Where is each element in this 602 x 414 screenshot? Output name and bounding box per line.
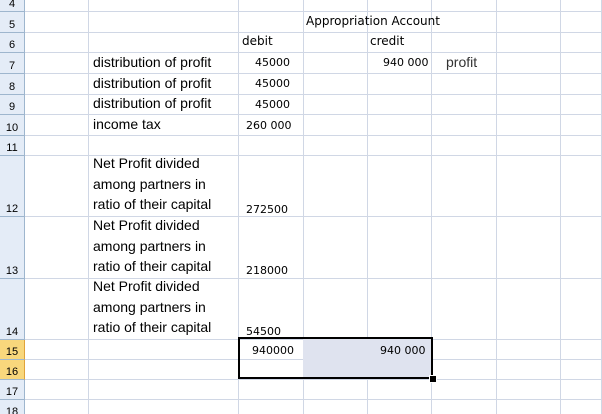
- grid-cell[interactable]: [432, 33, 497, 53]
- description-cell: distribution of profit: [93, 54, 212, 70]
- grid-cell[interactable]: [561, 74, 602, 95]
- row-header-13[interactable]: 13: [0, 217, 25, 279]
- description-cell: Net Profit divided among partners in ratio of their capital: [93, 278, 212, 335]
- grid-cell[interactable]: [432, 0, 497, 12]
- grid-cell[interactable]: [304, 95, 368, 115]
- debit-cell: 260 000: [246, 119, 292, 132]
- row-header-17[interactable]: 17: [0, 380, 25, 400]
- grid-cell[interactable]: [89, 380, 239, 400]
- grid-cell[interactable]: [561, 33, 602, 53]
- credit-header: credit: [370, 34, 405, 48]
- grid-cell[interactable]: [561, 95, 602, 115]
- debit-total-cell[interactable]: 940000: [252, 344, 294, 357]
- grid-cell[interactable]: [432, 279, 497, 340]
- grid-cell[interactable]: [497, 12, 561, 33]
- grid-cell[interactable]: [89, 360, 239, 380]
- grid-cell[interactable]: [432, 400, 497, 414]
- credit-cell: 940 000: [383, 56, 429, 69]
- grid-cell[interactable]: [561, 53, 602, 74]
- grid-cell[interactable]: [25, 400, 89, 414]
- grid-cell[interactable]: [25, 360, 89, 380]
- fill-handle[interactable]: [429, 375, 437, 383]
- grid-cell[interactable]: [561, 400, 602, 414]
- grid-cell[interactable]: [304, 33, 368, 53]
- grid-cell[interactable]: [368, 380, 432, 400]
- row-header-8[interactable]: 8: [0, 74, 25, 95]
- row-header-4[interactable]: 4: [0, 0, 25, 12]
- grid-cell[interactable]: [432, 360, 497, 380]
- grid-cell[interactable]: [89, 33, 239, 53]
- grid-cell[interactable]: [368, 217, 432, 279]
- grid-cell[interactable]: [239, 136, 304, 156]
- grid-cell[interactable]: [497, 33, 561, 53]
- grid-cell[interactable]: [497, 136, 561, 156]
- grid-cell[interactable]: [432, 136, 497, 156]
- grid-cell[interactable]: [304, 217, 368, 279]
- grid-cell[interactable]: [497, 95, 561, 115]
- grid-cell[interactable]: [497, 380, 561, 400]
- grid-cell[interactable]: [304, 279, 368, 340]
- grid-cell[interactable]: [561, 340, 602, 360]
- grid-cell[interactable]: [561, 360, 602, 380]
- grid-cell[interactable]: [561, 279, 602, 340]
- grid-cell[interactable]: [561, 115, 602, 136]
- row-header-11[interactable]: 11: [0, 136, 25, 156]
- debit-cell: 54500: [246, 325, 281, 338]
- row-header-16[interactable]: 16: [0, 360, 25, 380]
- grid-cell[interactable]: [368, 156, 432, 217]
- debit-cell: 45000: [255, 98, 290, 111]
- grid-cell[interactable]: [25, 217, 89, 279]
- row-header-15[interactable]: 15: [0, 340, 25, 360]
- grid-cell[interactable]: [25, 12, 89, 33]
- grid-cell[interactable]: [368, 0, 432, 12]
- description-cell: Net Profit divided among partners in ratio of their capital: [93, 155, 212, 212]
- grid-cell[interactable]: [304, 156, 368, 217]
- grid-cell[interactable]: [497, 360, 561, 380]
- row-header-12[interactable]: 12: [0, 156, 25, 217]
- grid-cell[interactable]: [497, 340, 561, 360]
- grid-cell[interactable]: [432, 340, 497, 360]
- grid-cell[interactable]: [497, 115, 561, 136]
- grid-cell[interactable]: [25, 95, 89, 115]
- description-cell: Net Profit divided among partners in ratio of their capital: [93, 217, 212, 274]
- grid-cell[interactable]: [368, 95, 432, 115]
- grid-cell[interactable]: [304, 136, 368, 156]
- grid-cell[interactable]: [25, 380, 89, 400]
- grid-cell[interactable]: [432, 156, 497, 217]
- description-cell: income tax: [93, 116, 161, 132]
- grid-cell[interactable]: [432, 115, 497, 136]
- appropriation-account-title: Appropriation Account: [306, 14, 440, 28]
- grid-cell[interactable]: [239, 400, 304, 414]
- grid-cell[interactable]: [239, 360, 304, 380]
- grid-cell[interactable]: [368, 279, 432, 340]
- description-cell: distribution of profit: [93, 75, 212, 91]
- grid-cell[interactable]: [89, 400, 239, 414]
- debit-cell: 45000: [255, 77, 290, 90]
- grid-cell[interactable]: [368, 115, 432, 136]
- row-header-14[interactable]: 14: [0, 279, 25, 340]
- grid-cell[interactable]: [25, 33, 89, 53]
- grid-cell[interactable]: [561, 156, 602, 217]
- grid-cell[interactable]: [368, 74, 432, 95]
- grid-cell[interactable]: [89, 12, 239, 33]
- grid-cell[interactable]: [304, 74, 368, 95]
- grid-cell[interactable]: [561, 380, 602, 400]
- grid-cell[interactable]: [304, 400, 368, 414]
- grid-cell[interactable]: [25, 0, 89, 12]
- description-cell: distribution of profit: [93, 95, 212, 111]
- grid-cell[interactable]: [432, 12, 497, 33]
- row-header-7[interactable]: 7: [0, 53, 25, 74]
- grid-cell[interactable]: [497, 279, 561, 340]
- grid-cell[interactable]: [89, 340, 239, 360]
- grid-cell[interactable]: [25, 74, 89, 95]
- grid-cell[interactable]: [497, 217, 561, 279]
- debit-cell: 218000: [246, 264, 288, 277]
- debit-header: debit: [242, 34, 273, 48]
- grid-cell[interactable]: [432, 217, 497, 279]
- grid-cell[interactable]: [497, 156, 561, 217]
- grid-cell[interactable]: [304, 115, 368, 136]
- row-header-9[interactable]: 9: [0, 95, 25, 115]
- grid-cell[interactable]: [497, 53, 561, 74]
- grid-cell[interactable]: [25, 279, 89, 340]
- grid-cell[interactable]: [239, 0, 304, 12]
- grid-cell[interactable]: [25, 340, 89, 360]
- grid-cell[interactable]: [239, 380, 304, 400]
- grid-cell[interactable]: [304, 380, 368, 400]
- grid-cell[interactable]: [497, 400, 561, 414]
- grid-cell[interactable]: [25, 156, 89, 217]
- note-cell: profit: [446, 54, 478, 70]
- debit-cell: 45000: [255, 56, 290, 69]
- grid-cell[interactable]: [25, 136, 89, 156]
- grid-cell[interactable]: [25, 53, 89, 74]
- grid-cell[interactable]: [304, 53, 368, 74]
- grid-cell[interactable]: [432, 95, 497, 115]
- grid-cell[interactable]: [561, 217, 602, 279]
- row-header-6[interactable]: 6: [0, 33, 25, 53]
- grid-cell[interactable]: [25, 115, 89, 136]
- grid-cell[interactable]: [368, 136, 432, 156]
- credit-total-cell[interactable]: 940 000: [380, 344, 426, 357]
- grid-cell[interactable]: [561, 136, 602, 156]
- grid-cell[interactable]: [432, 74, 497, 95]
- grid-cell[interactable]: [368, 400, 432, 414]
- grid-cell[interactable]: [497, 74, 561, 95]
- debit-cell: 272500: [246, 203, 288, 216]
- grid-cell[interactable]: [89, 0, 239, 12]
- row-header-10[interactable]: 10: [0, 115, 25, 136]
- row-header-5[interactable]: 5: [0, 12, 25, 33]
- grid-cell[interactable]: [561, 12, 602, 33]
- grid-cell[interactable]: [432, 380, 497, 400]
- grid-cell[interactable]: [497, 0, 561, 12]
- grid-cell[interactable]: [239, 12, 304, 33]
- grid-cell[interactable]: [304, 0, 368, 12]
- grid-cell[interactable]: [561, 0, 602, 12]
- row-header-18[interactable]: 18: [0, 400, 25, 414]
